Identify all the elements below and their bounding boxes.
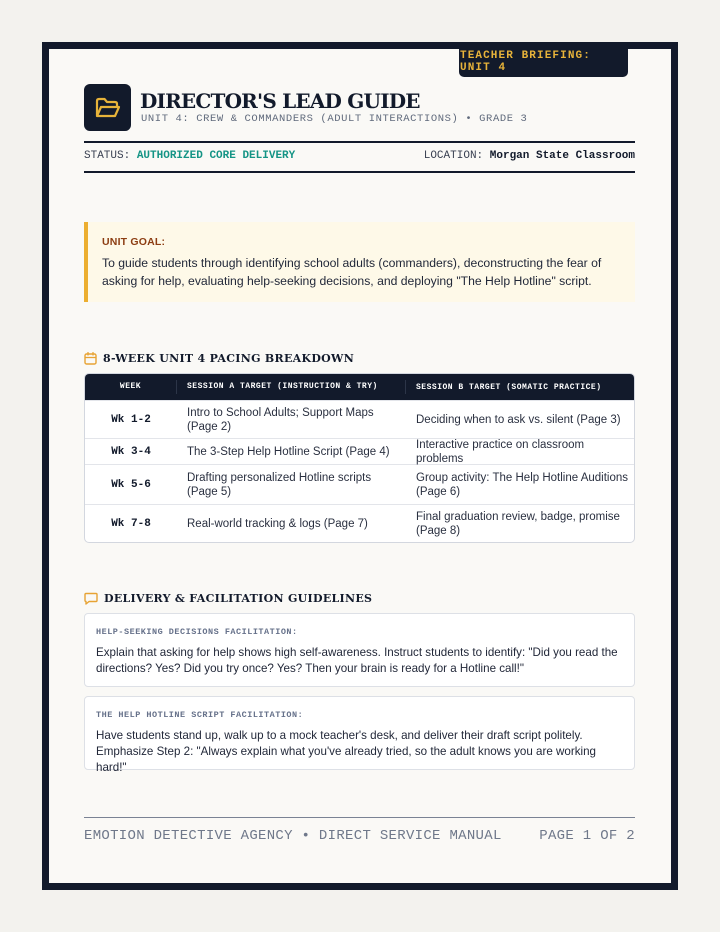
- page-number: PAGE 1 OF 2: [539, 828, 635, 844]
- session-a-cell: The 3-Step Help Hotline Script (Page 4): [187, 445, 390, 458]
- column-header-session-a: SESSION A TARGET (INSTRUCTION & TRY): [177, 380, 406, 394]
- chat-bubble-icon: [84, 592, 98, 605]
- pacing-heading-text: 8-WEEK UNIT 4 PACING BREAKDOWN: [103, 351, 355, 365]
- status-value: AUTHORIZED CORE DELIVERY: [136, 150, 296, 162]
- table-header: [85, 374, 634, 400]
- location-value: Morgan State Classroom: [489, 150, 635, 162]
- table-row: [85, 400, 634, 438]
- week-cell: Wk 7-8: [111, 518, 151, 530]
- guideline-card: [84, 613, 635, 687]
- folder-open-icon: [95, 97, 121, 119]
- session-a-cell: Intro to School Adults; Support Maps (Page 2): [187, 406, 374, 433]
- pacing-heading: [84, 349, 354, 367]
- table-row: [85, 504, 634, 543]
- table-row: [85, 438, 634, 464]
- briefing-tab: TEACHER BRIEFING: UNIT 4: [459, 49, 628, 77]
- column-header-week: WEEK: [85, 380, 177, 394]
- status-label: STATUS:: [84, 150, 131, 162]
- week-cell: Wk 3-4: [111, 445, 151, 458]
- session-b-cell: Interactive practice on classroom problems: [416, 438, 585, 465]
- status-bar: [84, 141, 635, 173]
- column-header-session-b: SESSION B TARGET (SOMATIC PRACTICE): [416, 382, 602, 392]
- location-field: [424, 150, 635, 162]
- guideline-text: Have students stand up, walk up to a mock teacher's desk, and deliver their draft script politely. Emphasize Step 2: "Always explain what you've already tried, so the adult knows you are working hard!": [96, 729, 596, 774]
- footer-agency: EMOTION DETECTIVE AGENCY • DIRECT SERVICE MANUAL: [84, 828, 502, 844]
- table-row: [85, 464, 634, 504]
- session-b-cell: Deciding when to ask vs. silent (Page 3): [416, 413, 621, 426]
- session-b-cell: Final graduation review, badge, promise (Page 8): [416, 511, 620, 537]
- guidelines-heading: [84, 589, 372, 607]
- unit-goal-callout: [84, 222, 635, 302]
- logo-badge: [84, 84, 131, 131]
- page-frame: [42, 42, 678, 890]
- week-cell: Wk 5-6: [111, 478, 151, 491]
- page-subtitle: UNIT 4: CREW & COMMANDERS (ADULT INTERACTIONS) • GRADE 3: [141, 113, 528, 125]
- session-a-cell: Real-world tracking & logs (Page 7): [187, 518, 368, 530]
- pacing-table: [84, 373, 635, 543]
- session-a-cell: Drafting personalized Hotline scripts (Page 5): [187, 471, 372, 498]
- guideline-card: [84, 696, 635, 774]
- guideline-text: Explain that asking for help shows high self-awareness. Instruct students to identify: "Did you read the directions? Yes? Did you try once? Yes? Then your brain is ready for a Hotline call!": [96, 646, 618, 675]
- session-b-cell: Group activity: The Help Hotline Auditions (Page 6): [416, 471, 629, 498]
- unit-goal-label: UNIT GOAL:: [102, 236, 166, 248]
- guideline-label: THE HELP HOTLINE SCRIPT FACILITATION:: [96, 710, 304, 720]
- guideline-label: HELP-SEEKING DECISIONS FACILITATION:: [96, 627, 298, 637]
- location-label: LOCATION:: [423, 150, 484, 162]
- week-cell: Wk 1-2: [111, 413, 151, 426]
- status-field: [84, 150, 295, 162]
- page-footer: [84, 817, 635, 847]
- unit-goal-text: To guide students through identifying school adults (commanders), deconstructing the fear of asking for help, evaluating help-seeking decisions, and deploying "The Help Hotline" script.: [102, 256, 602, 288]
- guidelines-heading-text: DELIVERY & FACILITATION GUIDELINES: [104, 591, 373, 605]
- page-title: DIRECTOR'S LEAD GUIDE: [140, 89, 420, 113]
- calendar-icon: [84, 352, 97, 365]
